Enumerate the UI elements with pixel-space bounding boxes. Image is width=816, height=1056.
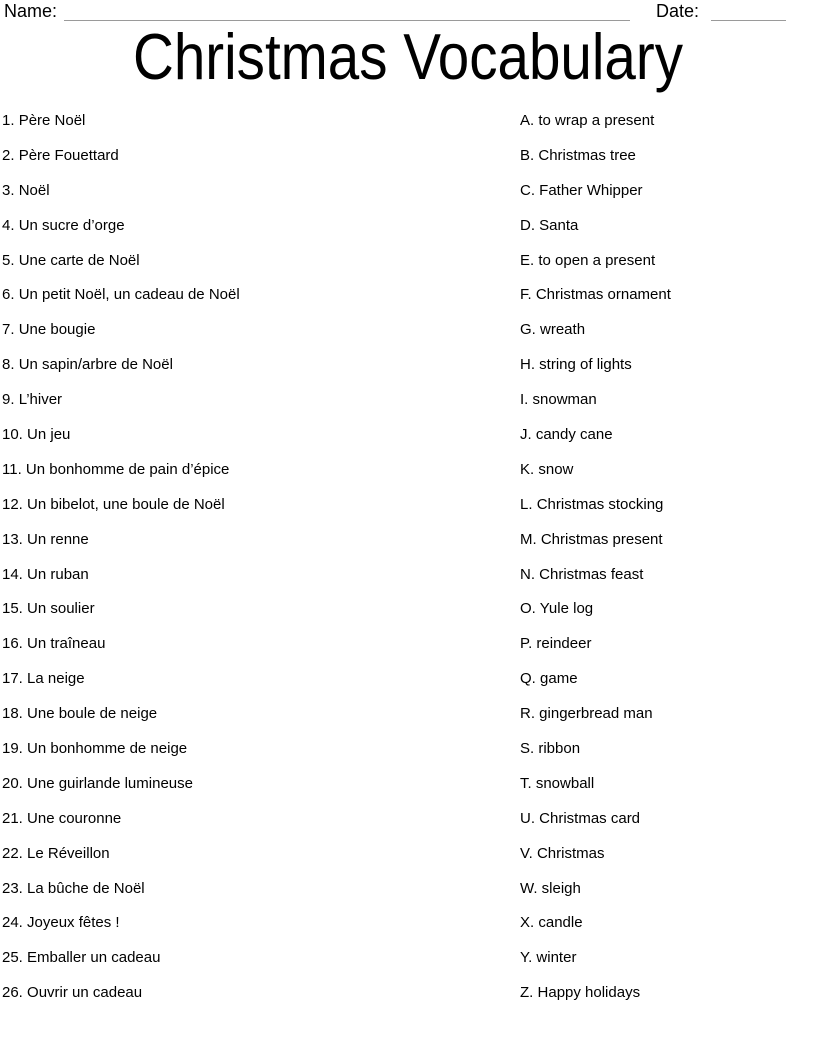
english-term-item-marker: W. [520, 879, 538, 897]
english-term-item-marker: J. [520, 426, 532, 444]
french-term-item-text: Ouvrir un cadeau [27, 984, 143, 1002]
french-term-item-marker: 10. [2, 426, 23, 444]
english-term-item [520, 976, 671, 1011]
english-term-item-text: snow [538, 460, 574, 478]
english-term-item-text: Christmas tree [538, 146, 636, 164]
french-term-item-marker: 4. [2, 216, 15, 234]
english-term-item [520, 383, 671, 418]
french-term-item-marker: 24. [2, 914, 23, 932]
english-term-item-marker: O. [520, 600, 536, 618]
french-term-item [2, 104, 240, 139]
french-term-item [2, 488, 240, 523]
french-term-item-marker: 20. [2, 774, 23, 792]
french-term-item [2, 453, 240, 488]
french-term-item [2, 802, 240, 837]
french-term-item [2, 139, 240, 174]
english-term-item-marker: Y. [520, 949, 533, 967]
french-term-item-marker: 3. [2, 181, 15, 199]
english-term-item [520, 488, 671, 523]
english-term-item-text: to wrap a present [538, 112, 655, 129]
french-term-item-marker: 9. [2, 391, 15, 409]
french-term-item [2, 558, 240, 593]
french-term-item-marker: 21. [2, 809, 23, 827]
french-term-item [2, 174, 240, 209]
english-term-item [520, 418, 671, 453]
french-term-item-text: Père Noël [18, 112, 86, 129]
french-term-item [2, 523, 240, 558]
french-term-item-text: Un bibelot, une boule de Noël [27, 495, 225, 513]
french-term-item-marker: 7. [2, 321, 15, 339]
french-term-item-text: Un petit Noël, un cadeau de Noël [18, 286, 240, 304]
date-blank-line [711, 20, 786, 21]
french-term-item [2, 209, 240, 244]
french-term-item [2, 592, 240, 627]
french-term-item-text: Un soulier [27, 600, 95, 618]
french-term-item [2, 278, 240, 313]
french-term-item-marker: 12. [2, 495, 23, 513]
english-term-item [520, 767, 671, 802]
french-term-item [2, 627, 240, 662]
english-term-item [520, 348, 671, 383]
english-terms-column [520, 104, 671, 1011]
english-term-item-marker: Z. [520, 984, 534, 1002]
english-term-item-text: Christmas stocking [536, 495, 664, 513]
english-term-item [520, 139, 671, 174]
french-term-item [2, 906, 240, 941]
french-term-item-text: Une guirlande lumineuse [27, 774, 193, 792]
english-term-item [520, 592, 671, 627]
english-term-item-marker: C. [520, 181, 535, 199]
french-term-item-marker: 14. [2, 565, 23, 583]
french-term-item-text: La bûche de Noël [27, 879, 145, 897]
french-term-item [2, 976, 240, 1011]
french-term-item-marker: 23. [2, 879, 23, 897]
english-term-item [520, 662, 671, 697]
english-term-item [520, 802, 671, 837]
english-term-item-text: gingerbread man [539, 705, 653, 723]
english-term-item-text: wreath [540, 321, 586, 339]
french-term-item [2, 872, 240, 907]
french-term-item-text: Un ruban [27, 565, 89, 583]
english-term-item-text: Christmas feast [539, 565, 644, 583]
english-term-item [520, 627, 671, 662]
english-term-item-marker: S. [520, 740, 535, 758]
french-terms-column [2, 104, 240, 1011]
french-term-item-marker: 15. [2, 600, 23, 618]
english-term-item [520, 209, 671, 244]
date-label: Date: [656, 1, 700, 21]
english-term-item-marker: F. [520, 286, 532, 304]
english-term-item [520, 453, 671, 488]
french-term-item-text: Un traîneau [27, 635, 106, 653]
french-term-item-text: Un bonhomme de pain d’épice [25, 460, 230, 478]
french-term-item-marker: 16. [2, 635, 23, 653]
english-term-item-text: Happy holidays [537, 984, 641, 1002]
english-term-item-marker: N. [520, 565, 535, 583]
french-term-item [2, 767, 240, 802]
french-term-item [2, 732, 240, 767]
english-term-item-marker: X. [520, 914, 535, 932]
english-term-item-text: ribbon [538, 740, 581, 758]
french-term-item-text: Une couronne [27, 809, 122, 827]
french-term-item-marker: 8. [2, 356, 15, 374]
english-term-item-text: candle [538, 914, 583, 932]
english-term-item-marker: I. [520, 391, 529, 409]
english-term-item-marker: K. [520, 460, 535, 478]
english-term-item-marker: L. [520, 495, 533, 513]
english-term-item [520, 697, 671, 732]
english-term-item-text: snowman [532, 391, 597, 409]
french-term-item-text: Une boule de neige [27, 705, 158, 723]
french-term-item-marker: 1. [2, 112, 15, 129]
english-term-item-marker: H. [520, 356, 535, 374]
french-term-item [2, 348, 240, 383]
french-term-item-text: Joyeux fêtes ! [27, 914, 120, 932]
english-term-item-marker: V. [520, 844, 533, 862]
french-term-item-text: Père Fouettard [18, 146, 119, 164]
french-term-item-marker: 13. [2, 530, 23, 548]
french-term-item [2, 697, 240, 732]
french-term-item-text: La neige [27, 670, 85, 688]
french-term-item-text: Un bonhomme de neige [27, 740, 188, 758]
french-term-item-marker: 6. [2, 286, 15, 304]
french-term-item [2, 837, 240, 872]
english-term-item [520, 837, 671, 872]
english-term-item [520, 558, 671, 593]
english-term-item-text: Christmas present [540, 530, 663, 548]
french-term-item-text: Un sapin/arbre de Noël [18, 356, 173, 374]
french-term-item-text: Un renne [27, 530, 89, 548]
english-term-item-text: to open a present [538, 251, 656, 269]
english-term-item-marker: B. [520, 146, 535, 164]
french-term-item [2, 662, 240, 697]
french-term-item [2, 418, 240, 453]
english-term-item-marker: A. [520, 112, 535, 129]
english-term-item [520, 244, 671, 279]
french-term-item-marker: 22. [2, 844, 23, 862]
english-term-item-text: game [540, 670, 578, 688]
english-term-item [520, 313, 671, 348]
french-term-item [2, 383, 240, 418]
english-term-item-text: Christmas card [539, 809, 641, 827]
english-term-item-text: Father Whipper [539, 181, 643, 199]
english-term-item-text: candy cane [535, 426, 613, 444]
english-term-item [520, 104, 671, 139]
french-term-item-marker: 11. [2, 460, 22, 478]
english-term-item [520, 732, 671, 767]
english-term-item-text: Santa [539, 216, 579, 234]
worksheet-title: Christmas Vocabulary [132, 20, 684, 93]
english-term-item-marker: M. [520, 530, 537, 548]
english-term-item-marker: G. [520, 321, 536, 339]
french-term-item-marker: 18. [2, 705, 23, 723]
french-term-item [2, 941, 240, 976]
english-term-item [520, 523, 671, 558]
french-term-item-text: Une carte de Noël [18, 251, 140, 269]
french-term-item-text: Un sucre d’orge [18, 216, 125, 234]
english-term-item [520, 174, 671, 209]
english-term-item-text: snowball [535, 774, 595, 792]
french-term-item-marker: 2. [2, 146, 15, 164]
english-term-item-text: Christmas ornament [535, 286, 671, 304]
english-term-item [520, 906, 671, 941]
english-term-item-text: string of lights [539, 356, 632, 374]
english-term-item-text: sleigh [541, 879, 581, 897]
french-term-item-text: Le Réveillon [27, 844, 110, 862]
french-term-item-text: Noël [18, 181, 50, 199]
english-term-item-marker: U. [520, 809, 535, 827]
french-term-item-marker: 19. [2, 740, 23, 758]
french-term-item-marker: 25. [2, 949, 23, 967]
french-term-item-text: Un jeu [27, 426, 71, 444]
english-term-item-marker: R. [520, 705, 535, 723]
english-term-item-text: reindeer [536, 635, 592, 653]
french-term-item-marker: 17. [2, 670, 23, 688]
french-term-item-marker: 26. [2, 984, 23, 1002]
french-term-item [2, 313, 240, 348]
french-term-item-marker: 5. [2, 251, 15, 269]
english-term-item [520, 278, 671, 313]
name-label: Name: [4, 1, 58, 21]
english-term-item-marker: Q. [520, 670, 536, 688]
english-term-item-marker: E. [520, 251, 535, 269]
english-term-item-marker: D. [520, 216, 535, 234]
english-term-item-marker: T. [520, 774, 532, 792]
french-term-item [2, 244, 240, 279]
english-term-item-text: Yule log [539, 600, 594, 618]
english-term-item [520, 941, 671, 976]
french-term-item-text: Emballer un cadeau [27, 949, 161, 967]
french-term-item-text: Une bougie [18, 321, 96, 339]
english-term-item-marker: P. [520, 635, 533, 653]
english-term-item-text: winter [536, 949, 577, 967]
french-term-item-text: L’hiver [18, 391, 63, 409]
english-term-item [520, 872, 671, 907]
english-term-item-text: Christmas [536, 844, 605, 862]
